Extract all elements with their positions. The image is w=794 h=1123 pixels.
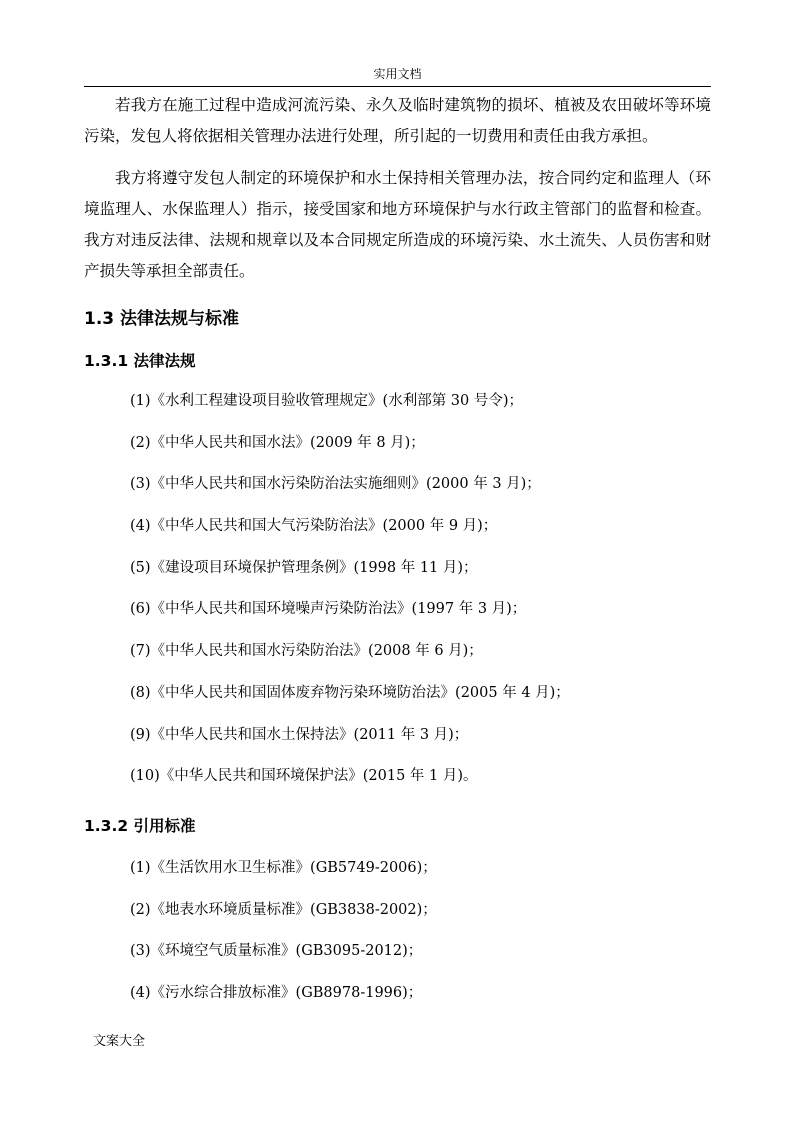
page-footer: 文案大全: [93, 1034, 146, 1049]
law-item: (9)《中华人民共和国水土保持法》(2011 年 3 月)；: [130, 726, 469, 743]
law-item: (7)《中华人民共和国水污染防治法》(2008 年 6 月)；: [130, 643, 483, 660]
paragraph-compliance: 我方将遵守发包人制定的环境保护和水土保持相关管理办法，按合同约定和监理人（环境监理人、水保监理人）指示，接受国家和地方环境保护与水行政主管部门的监督和检查。我方对违反法律、法规和规章以及本合同规定所造成的环境污染、水土流失、人员伤害和财产损失等承担全部责任。: [84, 169, 711, 280]
document-body: [84, 88, 711, 1015]
law-item: (2)《中华人民共和国水法》(2009 年 8 月)；: [130, 434, 425, 451]
law-item: (8)《中华人民共和国固体废弃物污染环境防治法》(2005 年 4 月)；: [130, 684, 570, 701]
header-rule: [84, 86, 711, 87]
subsection-heading-laws: 1.3.1 法律法规: [84, 352, 196, 370]
law-item: (6)《中华人民共和国环境噪声污染防治法》(1997 年 3 月)；: [130, 601, 527, 618]
laws-list: [84, 381, 711, 798]
section-heading-laws-and-standards: 1.3 法律法规与标准: [84, 309, 240, 329]
page-header: 实用文档: [373, 67, 422, 81]
law-item: (5)《建设项目环境保护管理条例》(1998 年 11 月)；: [130, 559, 478, 576]
standard-item: (1)《生活饮用水卫生标准》(GB5749-2006)；: [130, 859, 437, 876]
paragraph-environment-liability: 若我方在施工过程中造成河流污染、永久及临时建筑物的损坏、植被及农田破坏等环境污染，发包人将依据相关管理办法进行处理，所引起的一切费用和责任由我方承担。: [84, 96, 711, 145]
law-item: (10)《中华人民共和国环境保护法》(2015 年 1 月)。: [130, 768, 478, 785]
standard-item: (4)《污水综合排放标准》(GB8978-1996)；: [130, 984, 423, 1001]
standards-list: [84, 848, 711, 1015]
standard-item: (2)《地表水环境质量标准》(GB3838-2002)；: [130, 901, 437, 918]
law-item: (3)《中华人民共和国水污染防治法实施细则》(2000 年 3 月)；: [130, 476, 541, 493]
law-item: (4)《中华人民共和国大气污染防治法》(2000 年 9 月)；: [130, 518, 498, 535]
law-item: (1)《水利工程建设项目验收管理规定》(水利部第 30 号令)；: [130, 393, 524, 409]
standard-item: (3)《环境空气质量标准》(GB3095-2012)；: [130, 943, 423, 960]
subsection-heading-standards: 1.3.2 引用标准: [84, 816, 196, 835]
